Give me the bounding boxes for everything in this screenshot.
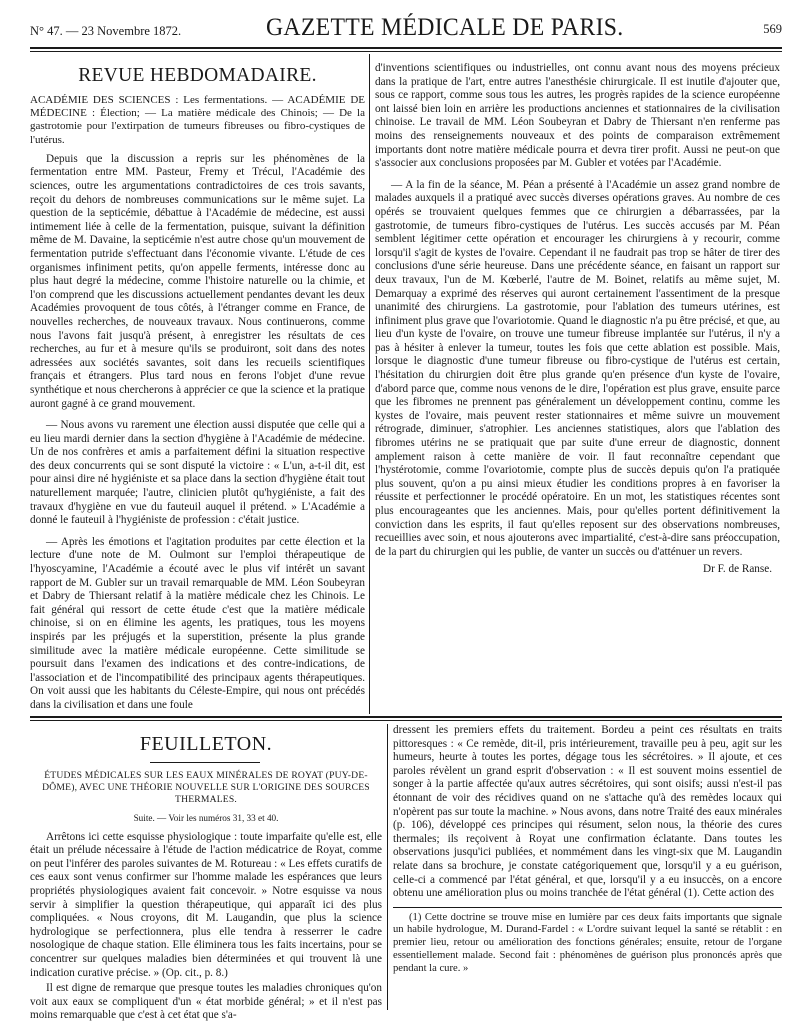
revue-paragraph-continuation: d'inventions scientifiques ou industrielles, ont connu avant nous des moyens précieux dans la pratique de l'art, entre autres l'anesthésie chirurgicale. Il est inutile d'ajouter que, sous ce rapport, comme sous tous les autres, les progrès rapides de la science européenne ont laissé bien loin en arrière les productions anciennes et stationnaires de la civilisation chinoise. Le travail de MM. Léon Soubeyran et Dabry de Thiersant n'en renferme pas moins des renseignements nouveaux et des points de comparaison extrêmement importants dont notre matière médicale pourra et devra tirer profit. Aussi ne peut-on que s'associer aux conclusions proposées par M. Gubler et votées par l'Académie. (375, 62, 780, 170)
revue-subhead: ACADÉMIE DES SCIENCES : Les fermentations. — ACADÉMIE DE MÉDECINE : Élection; — La matière médicale des Chinois; — De la gastrotomie pour l'extirpation de tumeurs fibreuses ou fibro-cystiques de l'utérus. (30, 94, 365, 146)
page-number: 569 (763, 22, 782, 36)
feuilleton-suite-note: Suite. — Voir les numéros 31, 33 et 40. (133, 813, 279, 823)
feuilleton-subtitle: ÉTUDES MÉDICALES SUR LES EAUX MINÉRALES DE ROYAT (PUY-DE-DÔME), AVEC UNE THÉORIE NOUVELLE SUR L'ORIGINE DES SOURCES THERMALES. (42, 770, 370, 805)
revue-right-column (375, 62, 780, 714)
feuilleton-title: FEUILLETON. (139, 733, 273, 755)
feuilleton-left-column (30, 770, 382, 1022)
masthead-rule-top (30, 47, 782, 49)
column-divider-feuilleton (387, 724, 388, 1010)
feuilleton-title-underline (150, 762, 260, 763)
journal-title: GAZETTE MÉDICALE DE PARIS. (266, 14, 624, 41)
column-divider-top (369, 54, 370, 714)
issue-date: N° 47. — 23 Novembre 1872. (30, 24, 182, 38)
revue-paragraph-gastrotomie: — A la fin de la séance, M. Péan a présenté à l'Académie un assez grand nombre de malades auxquels il a pratiqué avec succès diverses opérations graves. Au nombre de ces opérés se trouvaient quelques femmes que ce chirurgien a débarrassées, par la gastrotomie, de tumeurs fibro-cystiques de l'utérus. Les succès accusés par M. Péan semblent légitimer cette opération et encourager les chirurgiens à y recourir, comme lorsqu'il s'agit de kystes de l'ovaire. Cependant il ne faudrait pas trop se hâter de tirer des conclusions d'une série heureuse. Dans une précédente séance, en faisant un rapport sur deux travaux, l'un de M. Kœberlé, l'autre de M. Boinet, relatifs au même sujet, M. Demarquay a exprimé des réserves qui auront certainement l'assentiment de la presque unanimité des chirurgiens. La gastrotomie, pour l'ablation des tumeurs utérines, est infiniment plus grave que l'ovariotomie. Quand le diagnostic n'a pu être précisé, et que, au lieu d'un kyste de l'ovaire, on trouve une tumeur fibreuse implantée sur l'utérus, il n'y a pas à hésiter à enlever la tumeur, toutes les fois que cette ablation est possible. Mais, lorsque le diagnostic d'une tumeur fibreuse ou fibro-cystique de l'utérus est certain, l'hésitation du chirurgien doit être plus grande qu'en présence d'un kyste de l'ovaire, d'abord parce que, comme nous venons de le dire, l'opération est plus grave, ensuite parce que les fibromes ne prennent pas généralement un développement continu, comme les kystes de l'ovaire, mais peuvent rester stationnaires et même suivre un mouvement rétrograde, diminuer, s'atrophier. Les anciennes statistiques, alors que l'ablation des fibromes utérins ne se pratiquait que par suite d'une erreur de diagnostic, donnent amplement raison à cette manière de voir. Il faut reconnaître cependant que l'hystérotomie, comme l'ovariotomie, compte plus de succès depuis qu'on l'a pratiquée plus souvent, qu'on a pu ainsi mieux étudier les conditions propres à en favoriser la réussite et perfectionner le procédé opératoire. En un mot, les statistiques récentes sont plus encourageantes que les anciennes. Mais, pour qu'elles portent définitivement la conviction dans les esprits, il faut qu'elles reposent sur des observations nombreuses, recueillies avec soin, et nous ajouterons avec impartialité, c'est-à-dire sans préoccupation, de la part du chirurgien qui les publie, de vanter un succès ou d'atténuer un revers. (375, 178, 780, 558)
feuilleton-rule-bottom (30, 720, 782, 721)
masthead (30, 12, 782, 44)
revue-paragraph-election: — Nous avons vu rarement une élection aussi disputée que celle qui a eu lieu mardi dernier dans la section d'hygiène à l'Académie de médecine. Un de nos confrères et amis a parfaitement défini la situation respective des deux concurrents qui se sont disputé la victoire : « L'un, a-t-il dit, est pour ainsi dire né hygiéniste et sa place dans la section d'hygiène était tout naturellement marquée; l'autre, clinicien plutôt qu'hygiéniste, a fait des travaux d'hygiène en vue du fauteuil auquel il prétend. » L'Académie a donné le fauteuil à l'hygiéniste de profession : c'était justice. (30, 419, 365, 527)
footnote: (1) Cette doctrine se trouve mise en lumière par ces deux faits importants que signale un habile hydrologue, M. Durand-Fardel : « L'ordre suivant lequel la santé se rétablit : en premier lieu, retour ou amélioration des fonctions générales; ensuite, retour de l'organe essentiellement malade. Second fait : phénomènes de guérison plus prononcés après que pendant la cure. » (393, 911, 782, 974)
revue-title: REVUE HEBDOMADAIRE. (78, 65, 317, 86)
masthead-rule-bottom (30, 51, 782, 52)
revue-paragraph-fermentation: Depuis que la discussion a repris sur les phénomènes de la fermentation entre MM. Pasteur, Fremy et Trécul, l'Académie des sciences, outre les argumentations contradictoires de ces trois savants, reçoit du dehors de nombreuses communications sur le même sujet. La question de la septicémie, débattue à l'Académie de médecine, est aussi intimement liée à celle de la fermentation, puisque, suivant la définition même de M. Davaine, la septicémie n'est autre chose qu'un mouvement de fermentation putride s'effectuant dans l'économie vivante. L'étude de ces organismes infiniment petits, qu'on appelle ferments, intéresse donc au plus haut degré la médecine, comme l'histoire naturelle ou la chimie, et l'on comprend que les discussions actuellement pendantes devant les deux Académies provoquent de tous côtés, à l'étranger comme en France, de nouvelles recherches, de nouveaux travaux. Nous continuerons, comme nous l'avons fait jusqu'à présent, à enregistrer les résultats de ces recherches, au fur et à mesure qu'ils se produiront, soit dans des notes adressées aux sociétés savantes, soit dans les recueils scientifiques français et étrangers. Plus tard nous en ferons l'objet d'une revue synthétique et nous chercherons à apprécier ce que la science et la pratique auront gagné à ce grand mouvement. (30, 152, 365, 410)
feuilleton-paragraph-1: Arrêtons ici cette esquisse physiologique : toute imparfaite qu'elle est, elle était un prélude nécessaire à l'étude de l'action médicatrice de Royat, comme on peut l'inférer des paroles suivantes de M. Rotureau : « Les effets curatifs de ces eaux sont venus confirmer sur l'homme malade les espérances que leurs propriétés physiologiques avaient fait concevoir. » Notre esquisse va nous servir à simplifier la question thérapeutique, qui apparaît ici des plus compliquées. « Nous croyons, dit M. Laugandin, que plus la science hydrologique se perfectionnera, plus elle tendra à resserrer le cadre nosologique de chaque station. Elle éliminera tous les faits incertains, pour se concentrer sur quelques maladies bien déterminées et qui trouvent là une indication curative précise. » (Op. cit., p. 8.) (30, 830, 382, 979)
feuilleton-right-column (393, 724, 782, 1010)
author-signature: Dr F. de Ranse. (702, 563, 772, 576)
revue-left-column (30, 66, 365, 714)
feuilleton-paragraph-2: Il est digne de remarque que presque toutes les maladies chroniques qu'on voit aux eaux se compliquent d'un « état morbide général; » et il n'est pas moins remarquable que c'est à cet état que s'a- (30, 982, 382, 1022)
feuilleton-rule-top (30, 716, 782, 718)
footnote-rule (393, 907, 782, 908)
feuilleton-paragraph-3: dressent les premiers effets du traitement. Bordeu a peint ces résultats en traits pittoresques : « Ce remède, dit-il, pris intérieurement, travaille peu à peu, agit sur les humeurs, heurte à toutes les portes, dégage tous les sécrétoires. » Il ajoute, et ces paroles révèlent un grand esprit d'observation : « Il est souvent moins essentiel de songer à la partie affectée qu'aux autres sécrétoires, qui sont oisifs; aussi n'est-il pas étonnant de voir des récidives quand on ne s'attache qu'à des remèdes locaux qui n'opèrent pas sur toute la machine. » Nous avons, dans notre Traité des eaux minérales (p. 106), développé ces principes qui résument, selon nous, la théorie des cures thermales; ils reçoivent à Royat une confirmation éclatante. Dans toutes les observations jusqu'ici publiées, et nommément dans les vingt-six que M. Laugandin relate dans sa brochure, je constate catégoriquement que, lorsqu'il y a eu guérison, celle-ci a commencé par l'état général, et que, lorsqu'il y a eu insuccès, on a encore obtenu une amélioration plus ou moins tranchée de l'état général (1). Cette action des (393, 724, 782, 900)
revue-paragraph-matiere-medicale: — Après les émotions et l'agitation produites par cette élection et la lecture d'une note de M. Oulmont sur l'emploi thérapeutique de l'hyoscyamine, l'Académie a écouté avec le plus vif intérêt un savant rapport de M. Gubler sur un travail remarquable de MM. Léon Soubeyran et Dabry de Thiersant relatif à la matière médicale chez les Chinois. Le fait général qui ressort de cette étude c'est que la matière médicale chinoise, si on en élimine les agents, les pratiques, tous les moyens inspirés par les préjugés et la superstition, présente la plus grande similitude avec la matière médicale européenne. Cette similitude se poursuit dans l'examen des indications et des contre-indications, de l'association et de l'incompatibilité des principaux agents thérapeutiques. On voit aussi que les habitants du Céleste-Empire, qui nous ont précédés dans la civilisation et dans une foule (30, 535, 365, 711)
